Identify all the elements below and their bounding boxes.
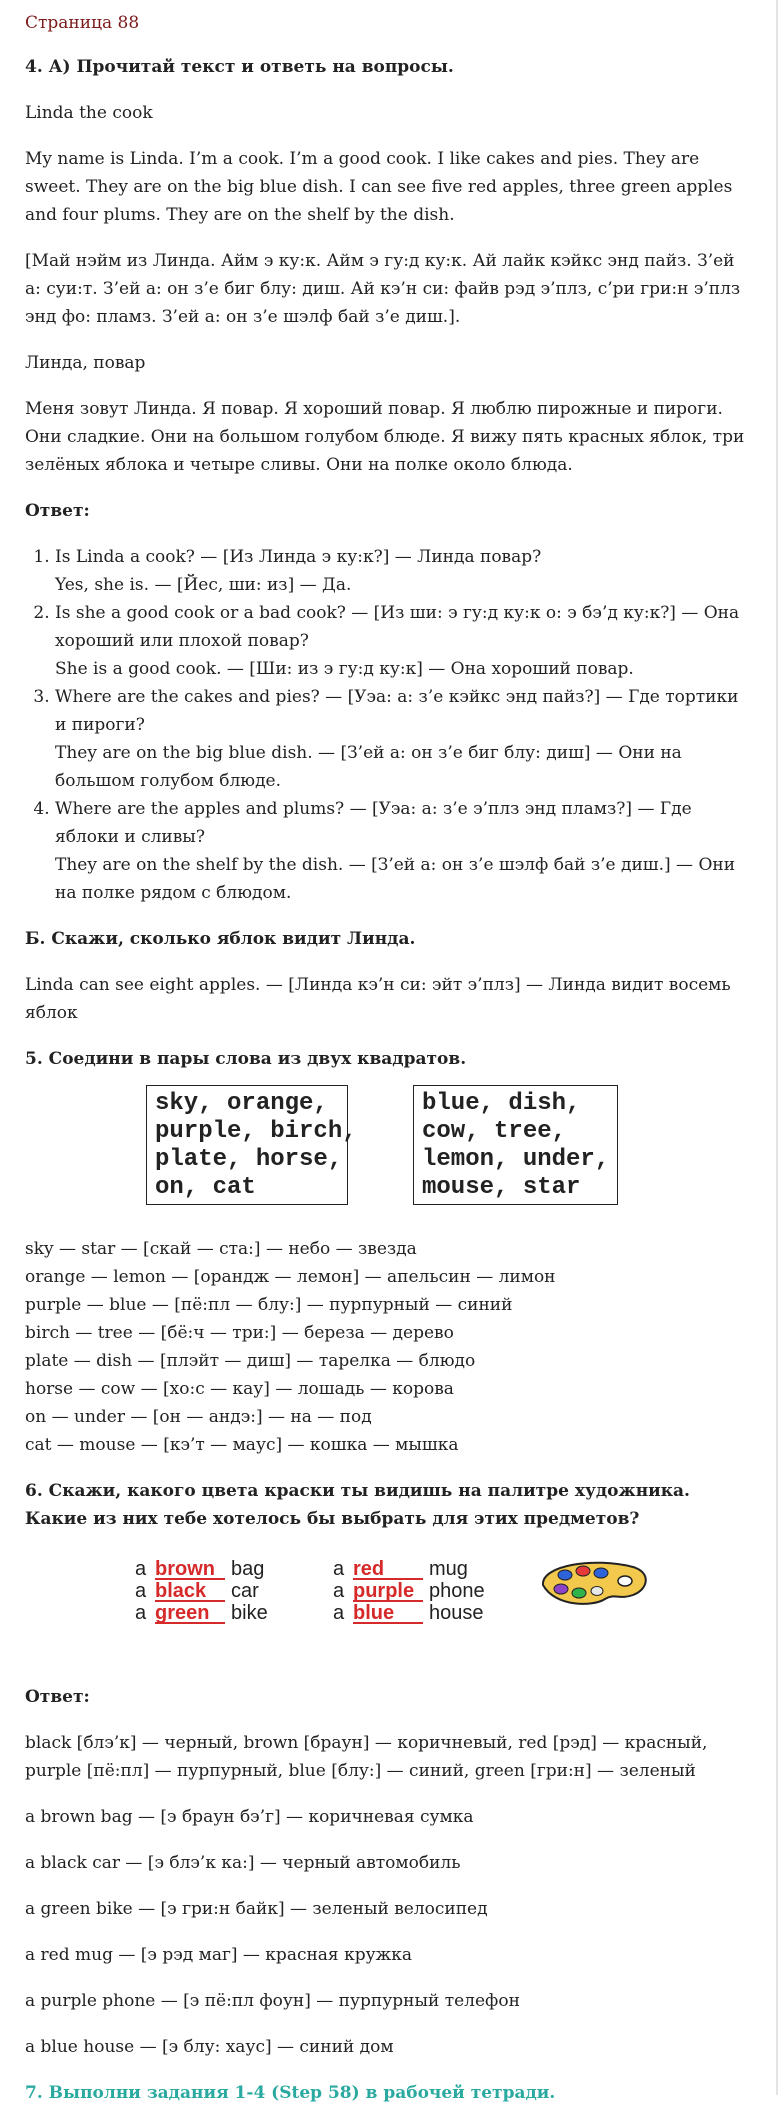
word-line: on, cat [155,1174,256,1201]
pair-line: plate — dish — [плэйт — диш] — тарелка — блюдо [25,1351,476,1371]
noun: mug [429,1558,468,1580]
fill-row [333,1580,485,1602]
phrase-line: a purple phone — [э пё:пл фоун] — пурпурный телефон [25,1991,520,2011]
task6-heading: 6. Скажи, какого цвета краски ты видишь на палитре художника. Какие из них тебе хотелось бы выбрать для этих предметов? [25,1481,690,1529]
article: a [333,1602,345,1624]
fill-row [333,1602,485,1624]
word-box-right [413,1085,618,1205]
paint-palette-icon [535,1553,655,1613]
question: Where are the apples and plums? — [Уэа: а: з’е э’плз энд пламз?] — Где яблоки и сливы? [55,799,692,847]
answer: Yes, she is. — [Йес, ши: из] — Да. [55,575,352,595]
word-line: sky, orange, [155,1090,328,1117]
page-reference: Страница 88 [25,13,140,33]
word-line: cow, tree, [422,1118,567,1145]
qa-item [55,683,748,795]
phrase-line: a brown bag — [э браун бэ’г] — коричневая сумка [25,1807,474,1827]
fill-column-left [135,1558,268,1624]
phrase-line: a red mug — [э рэд маг] — красная кружка [25,1945,412,1965]
qa-item [55,795,748,907]
pair-line: on — under — [он — андэ:] — на — под [25,1407,372,1427]
task4b-answer: Linda can see eight apples. — [Линда кэ’н си: эйт э’плз] — Линда видит восемь яблок [25,975,731,1023]
article: a [135,1580,147,1602]
answer: They are on the shelf by the dish. — [З’ей а: он з’е шэлф бай з’е диш.] — Они на полке рядом с блюдом. [55,855,736,903]
question: Is Linda a cook? — [Из Линда э ку:к?] — Линда повар? [55,547,542,567]
fill-row [135,1558,268,1580]
colors-text: black [блэ’к] — черный, brown [браун] — коричневый, red [рэд] — красный, purple [пё:пл] — пурпурный, blue [блу:] — синий, green [гри:н] — зеленый [25,1733,708,1781]
pair-line: purple — blue — [пё:пл — блу:] — пурпурный — синий [25,1295,513,1315]
word-line: lemon, under, [422,1146,610,1173]
fill-row [135,1580,268,1602]
word-line: plate, horse, [155,1146,343,1173]
question: Where are the cakes and pies? — [Уэа: а: з’е кэйкс энд пайз?] — Где тортики и пироги? [55,687,739,735]
pair-line: horse — cow — [хо:с — кау] — лошадь — корова [25,1379,454,1399]
noun: bag [231,1558,265,1580]
word-line: mouse, star [422,1174,581,1201]
phrase-line: a black car — [э блэ’к ка:] — черный автомобиль [25,1853,461,1873]
text-english: My name is Linda. I’m a cook. I’m a good cook. I like cakes and pies. They are sweet. They are on the big blue dish. I can see five red apples, three green apples and four plums. They are on the shelf by the dish. [25,149,733,225]
text-russian-title: Линда, повар [25,353,146,373]
fill-in-exercise [25,1543,748,1683]
article: a [333,1558,345,1580]
task7-heading: 7. Выполни задания 1-4 (Step 58) в рабочей тетради. [25,2083,556,2103]
pair-line: cat — mouse — [кэ’т — маус] — кошка — мышка [25,1435,459,1455]
phrase-line: a blue house — [э блу: хаус] — синий дом [25,2037,394,2057]
fill-row [135,1602,268,1624]
article: a [333,1580,345,1602]
filled-color: purple [353,1582,423,1602]
answer: She is a good cook. — [Ши: из э гу:д ку:к] — Она хороший повар. [55,659,634,679]
answer-label-6: Ответ: [25,1687,90,1707]
article: a [135,1558,147,1580]
word-line: blue, dish, [422,1090,581,1117]
filled-color: green [155,1604,225,1624]
question: Is she a good cook or a bad cook? — [Из ши: э гу:д ку:к о: э бэ’д ку:к?] — Она хороший или плохой повар? [55,603,740,651]
noun: bike [231,1602,268,1624]
qa-item [55,543,748,599]
text-title: Linda the cook [25,103,153,123]
pair-line: birch — tree — [бё:ч — три:] — береза — дерево [25,1323,454,1343]
noun: car [231,1580,259,1602]
filled-color: blue [353,1604,423,1624]
answer: They are on the big blue dish. — [З’ей а: он з’е биг блу: диш] — Они на большом голубом блюде. [55,743,682,791]
qa-item [55,599,748,683]
fill-row [333,1558,485,1580]
noun: phone [429,1580,485,1602]
filled-color: brown [155,1560,225,1580]
answer-label: Ответ: [25,501,90,521]
text-transcription: [Май нэйм из Линда. Айм э ку:к. Айм э гу:д ку:к. Ай лайк кэйкс энд пайз. З’ей а: суи:т. З’ей а: он з’е биг блу: диш. Ай кэ’н си: файв рэд э’плз, с’ри гри:н э’плз энд фо: пламз. З’ей а: он з’е шэлф бай з’е диш.]. [25,251,741,327]
pair-line: orange — lemon — [орандж — лемон] — апельсин — лимон [25,1267,556,1287]
filled-color: red [353,1560,423,1580]
word-pairs [25,1235,748,1459]
task5-heading: 5. Соедини в пары слова из двух квадратов. [25,1049,467,1069]
noun: house [429,1602,484,1624]
qa-list [25,543,748,907]
task4b-heading: Б. Скажи, сколько яблок видит Линда. [25,929,416,949]
pair-line: sky — star — [скай — ста:] — небо — звезда [25,1239,417,1259]
fill-column-right [333,1558,485,1624]
filled-color: black [155,1582,225,1602]
task4-heading: 4. А) Прочитай текст и ответь на вопросы. [25,57,454,77]
word-box-left [146,1085,357,1205]
phrase-line: a green bike — [э гри:н байк] — зеленый велосипед [25,1899,488,1919]
word-boxes [25,1085,748,1235]
word-line: purple, birch, [155,1118,357,1145]
article: a [135,1602,147,1624]
text-russian: Меня зовут Линда. Я повар. Я хороший повар. Я люблю пирожные и пироги. Они сладкие. Они на большом голубом блюде. Я вижу пять красных яблок, три зелёных яблока и четыре сливы. Они на полке около блюда. [25,399,745,475]
